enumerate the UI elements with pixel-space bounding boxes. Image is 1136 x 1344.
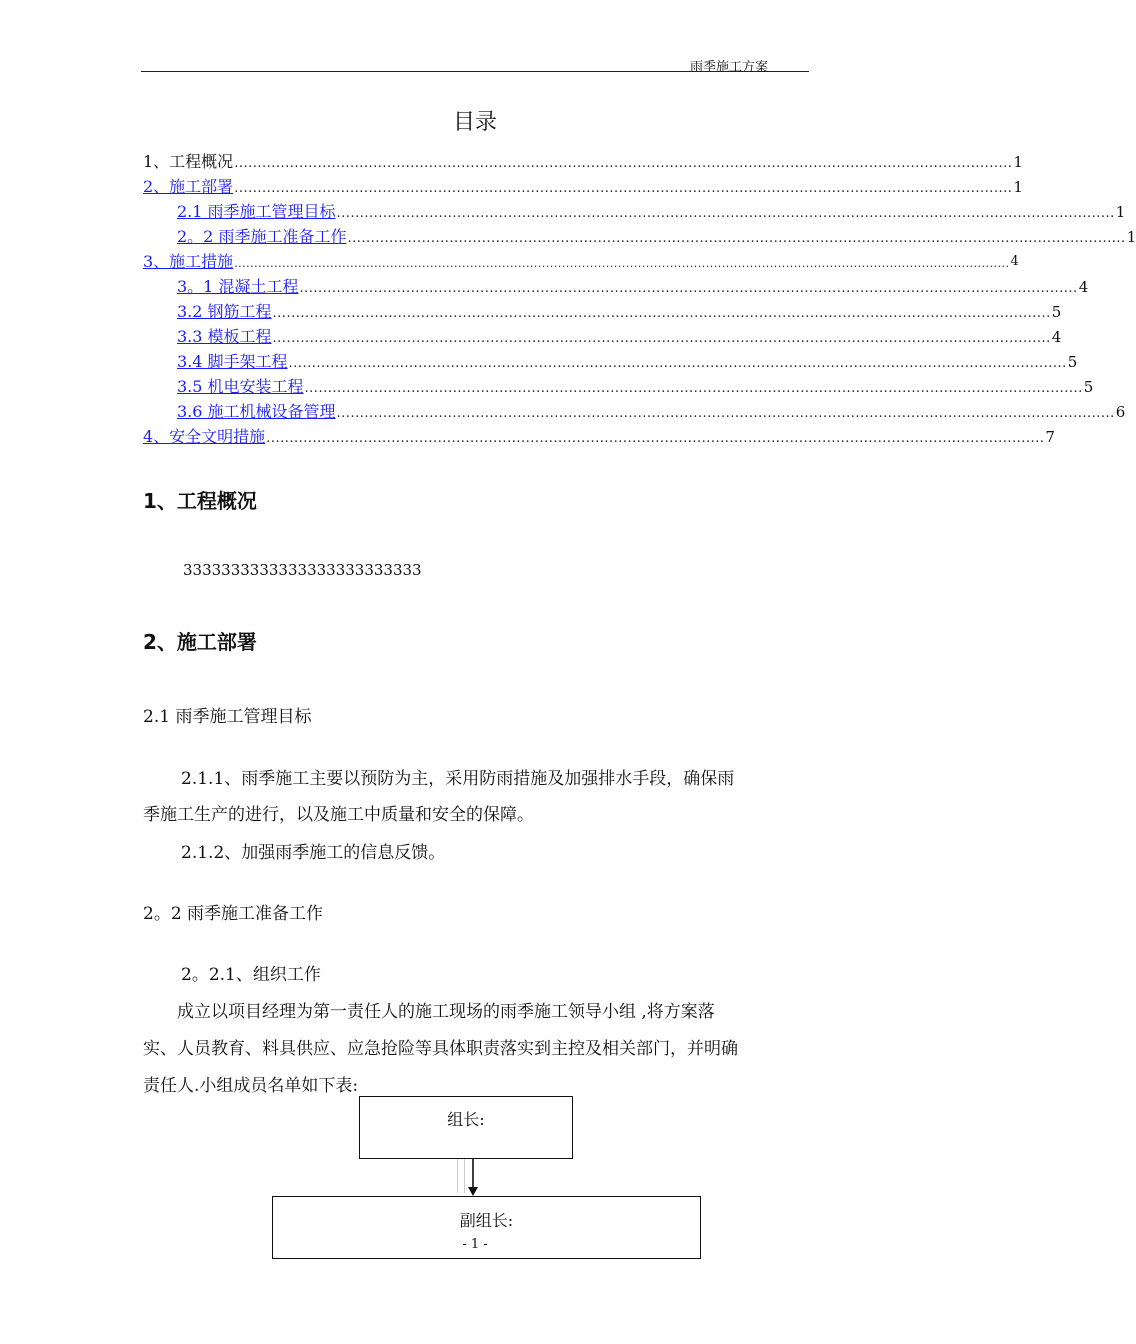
toc-page-number: 4: [1078, 278, 1089, 296]
section-heading-2: 2、施工部署: [143, 630, 257, 654]
subsection-heading-2-1: 2.1 雨季施工管理目标: [143, 707, 312, 727]
toc-entry-link[interactable]: 4、安全文明措施: [143, 427, 266, 446]
toc-page-number: 5: [1051, 303, 1062, 321]
toc-leader-dots: ........................................................................................................................................................................: [272, 331, 1051, 346]
paragraph-line: 成立以项目经理为第一责任人的施工现场的雨季施工领导小组 ,将方案落: [177, 1002, 715, 1022]
toc-entry[interactable]: [177, 275, 1089, 297]
toc-entry[interactable]: [177, 375, 1094, 397]
toc-leader-dots: ........................................................................................................................................................................: [266, 431, 1045, 446]
leader-label: 组长:: [447, 1110, 485, 1129]
toc-entry-link[interactable]: 3.4 脚手架工程: [177, 352, 288, 371]
running-header: 雨季施工方案: [690, 60, 769, 75]
deputy-label: 副组长:: [459, 1211, 514, 1230]
paragraph-line: 责任人.小组成员名单如下表:: [143, 1076, 359, 1096]
toc-leader-dots: ........................................................................................................................................................................: [304, 381, 1083, 396]
toc-page-number: 7: [1045, 428, 1055, 446]
toc-entry[interactable]: [143, 425, 1055, 447]
connector-guide: [457, 1159, 465, 1193]
toc-page-number: 5: [1083, 378, 1094, 396]
leader-box: [359, 1096, 573, 1159]
subsection-heading-2-2: 2。2 雨季施工准备工作: [143, 904, 324, 924]
toc-entry-link[interactable]: 3、施工措施: [143, 252, 234, 271]
toc-entry-link[interactable]: 3.5 机电安装工程: [177, 377, 304, 396]
toc-leader-dots: ..................................................................................................................................................................................................: [234, 257, 1010, 270]
section-heading-1: 1、工程概况: [143, 489, 257, 513]
toc-entry-link[interactable]: 3.3 模板工程: [177, 327, 272, 346]
paragraph-line: 2.1.1、雨季施工主要以预防为主，采用防雨措施及加强排水手段，确保雨: [181, 769, 735, 789]
toc-entry[interactable]: [177, 400, 1126, 422]
toc-page-number: 1: [1115, 203, 1126, 221]
toc-leader-dots: ........................................................................................................................................................................: [288, 356, 1067, 371]
toc-page-number: 1: [1013, 178, 1023, 196]
toc-entry-link[interactable]: 2。2 雨季施工准备工作: [177, 227, 347, 246]
toc-page-number: 4: [1051, 328, 1062, 346]
toc-entry[interactable]: [177, 325, 1062, 347]
arrow-down-icon: [466, 1159, 480, 1197]
toc-entry[interactable]: [177, 200, 1126, 222]
toc-entry[interactable]: [143, 250, 1019, 272]
toc-page-number: 6: [1115, 403, 1126, 421]
sub-subsection-heading: 2。2.1、组织工作: [181, 965, 321, 985]
toc-leader-dots: ........................................................................................................................................................................: [234, 156, 1013, 171]
toc-leader-dots: ........................................................................................................................................................................: [347, 231, 1126, 246]
toc-entry-link[interactable]: 3.2 钢筋工程: [177, 302, 272, 321]
toc-page-number: 1: [1126, 228, 1136, 246]
header-rule: [141, 71, 809, 72]
page-number: - 1 -: [462, 1237, 488, 1252]
paragraph-line: 2.1.2、加强雨季施工的信息反馈。: [181, 843, 446, 863]
toc-page-number: 5: [1067, 353, 1078, 371]
paragraph-line: 季施工生产的进行，以及施工中质量和安全的保障。: [143, 805, 534, 825]
toc-entry[interactable]: [177, 300, 1062, 322]
toc-entry[interactable]: [143, 175, 1023, 197]
toc-entry-link[interactable]: 3.6 施工机械设备管理: [177, 402, 336, 421]
toc-entry-link[interactable]: 2.1 雨季施工管理目标: [177, 202, 336, 221]
toc-entry-link[interactable]: 3。1 混凝土工程: [177, 277, 299, 296]
toc-leader-dots: ........................................................................................................................................................................: [272, 306, 1051, 321]
toc-page-number: 4: [1010, 254, 1019, 269]
toc-title: 目录: [452, 110, 497, 135]
toc-entry-link[interactable]: 2、施工部署: [143, 177, 234, 196]
section-1-body: 3333333333333333333333333: [183, 561, 422, 579]
toc-page-number: 1: [1013, 153, 1023, 171]
toc-leader-dots: ........................................................................................................................................................................: [336, 406, 1115, 421]
toc-entry[interactable]: [143, 150, 1023, 172]
toc-leader-dots: ........................................................................................................................................................................: [234, 181, 1013, 196]
paragraph-line: 实、人员教育、料具供应、应急抢险等具体职责落实到主控及相关部门，并明确: [143, 1039, 738, 1059]
toc-entry[interactable]: [177, 350, 1078, 372]
toc-leader-dots: ........................................................................................................................................................................: [299, 281, 1078, 296]
toc-entry[interactable]: [177, 225, 1136, 247]
toc-entry-label: 1、工程概况: [143, 152, 234, 171]
toc-leader-dots: ........................................................................................................................................................................: [336, 206, 1115, 221]
